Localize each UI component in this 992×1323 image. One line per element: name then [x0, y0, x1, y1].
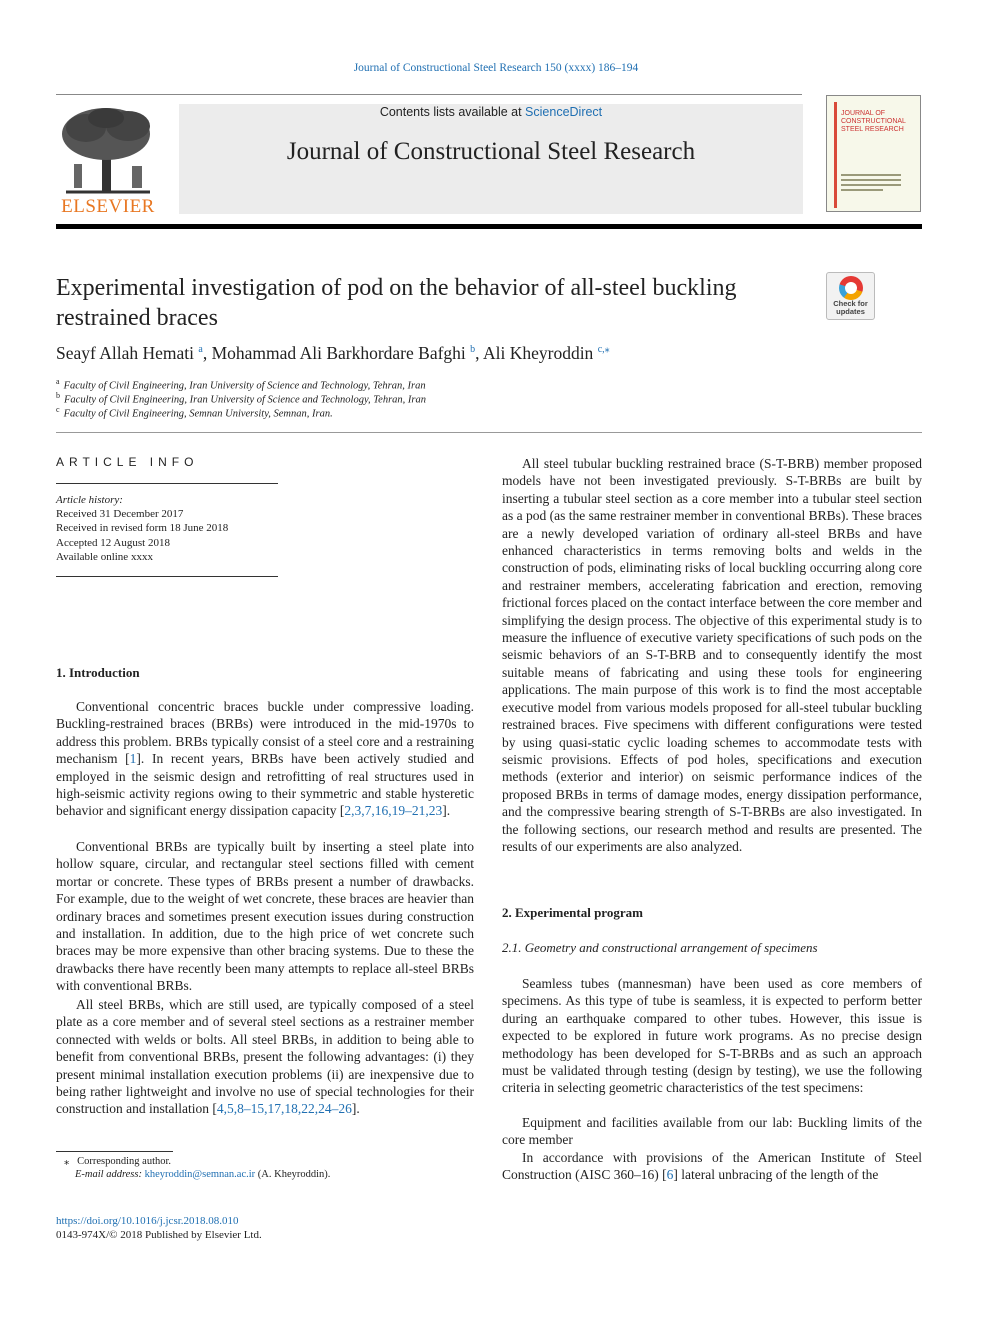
text-run: Equipment and facilities available from our lab: Buckling limits of the core member	[502, 1115, 922, 1148]
elsevier-wordmark: ELSEVIER	[61, 196, 155, 217]
section-heading-introduction: 1. Introduction	[56, 665, 140, 680]
section-heading-experimental-program: 2. Experimental program	[502, 905, 643, 920]
contents-prefix: Contents lists available at	[379, 105, 526, 119]
issn-copyright: 0143-974X/© 2018 Published by Elsevier Ltd.	[56, 1229, 262, 1241]
footnote-star: ⁎	[64, 1156, 70, 1167]
affiliation-label: b	[56, 391, 60, 400]
accepted-date: Accepted 12 August 2018	[56, 537, 170, 549]
footnote-divider	[56, 1151, 173, 1152]
article-info-rule-top	[56, 483, 278, 484]
corresponding-author-note	[64, 1155, 171, 1167]
cover-accent-bar	[834, 102, 837, 208]
affiliation-text: Faculty of Civil Engineering, Semnan University, Semnan, Iran.	[63, 408, 333, 420]
journal-title: Journal of Constructional Steel Research	[286, 138, 696, 165]
email-suffix: (A. Kheyroddin).	[255, 1169, 331, 1180]
article-info-rule-bottom	[56, 576, 278, 577]
text-run: In accordance with provisions of the American Institute of Steel Construction (AISC 360–16) [	[502, 1150, 922, 1183]
check-updates-label: Check for updates	[833, 299, 868, 316]
email-link[interactable]: kheyroddin@semnan.ac.ir	[144, 1169, 256, 1180]
affiliation-b	[56, 391, 426, 406]
email-label: E-mail address:	[75, 1169, 145, 1180]
affiliation-divider	[56, 432, 922, 433]
text-run: Conventional concentric braces buckle under compressive loading. Buckling-restrained braces (BRBs) were introduced in the mid-1970s to address this problem. BRBs typically consist of a steel core and a restraining mechanism [	[56, 699, 474, 767]
revised-date: Received in revised form 18 June 2018	[56, 522, 229, 534]
affiliation-c	[56, 405, 333, 420]
text-run: Conventional BRBs are typically built by inserting a steel plate into hollow square, circular, and rectangular steel sections filled with cement mortar or concrete. These types of BRBs present a number of drawbacks. For example, due to the weight of wet concrete, these braces are heavier than ordinary braces and sometimes present execution issues during construction and installation. In addition, due to the high price of wet concrete such braces may be more expensive than other bracing systems. Due to these the drawbacks there have recently been many attempts to replace all-steel BRBs with conventional BRBs.	[56, 839, 474, 994]
section2-paragraph-2	[502, 1114, 922, 1149]
cover-title: JOURNAL OF CONSTRUCTIONAL STEEL RESEARCH	[841, 110, 906, 133]
affiliation-text: Faculty of Civil Engineering, Iran University of Science and Technology, Tehran, Iran	[64, 394, 427, 406]
contents-availability	[179, 105, 803, 119]
citation-link[interactable]: 1	[129, 751, 137, 767]
header-divider	[56, 94, 802, 95]
intro-paragraph-1	[56, 698, 474, 820]
text-run: ] lateral unbracing of the length of the	[673, 1167, 879, 1183]
section2-paragraph-3	[502, 1149, 922, 1184]
author-affiliation-mark[interactable]: b	[470, 344, 476, 356]
intro-paragraph-3	[56, 996, 474, 1118]
author-name[interactable]: Ali Kheyroddin	[482, 343, 594, 363]
sciencedirect-link[interactable]: ScienceDirect	[525, 105, 603, 119]
journal-citation-link[interactable]: Journal of Constructional Steel Research 150 (xxxx) 186–194	[353, 62, 639, 74]
citation-link[interactable]: 6	[666, 1167, 674, 1183]
author-name[interactable]: Seayf Allah Hemati	[56, 343, 195, 363]
citation-link[interactable]: 4,5,8–15,17,18,22,24–26	[216, 1101, 352, 1117]
check-updates-icon	[839, 276, 863, 300]
text-run: ]. In recent years, BRBs have been actively studied and employed in the seismic design and retrofitting of real structures used in high-seismic activity regions owing to their symmetric and stable hysteretic behavior and significant energy dissipation capacity [	[56, 751, 474, 819]
corresponding-label: Corresponding author.	[77, 1156, 172, 1167]
section2-paragraph-1	[502, 975, 922, 1097]
received-date: Received 31 December 2017	[56, 508, 184, 520]
text-run: All steel tubular buckling restrained brace (S-T-BRB) member proposed models have not been investigated previously. S-T-BRBs are built by inserting a tubular steel section as a core member into a tubular steel section as a pod (as the same restrainer member in conventional BRBs). These braces are a newly developed variation of ordinary all-steel BRBs and have enhanced characteristics in terms removing bolts and welds in the construction of pods, eliminating risks of local buckling occurring along core and restrainer members, accelerating fabrication and erection, removing frictional forces placed on the contact interface between the core member and simplifying the design process. The objective of this experimental study is to measure the influence of executive variety specifications of such pods on the seismic behaviors of an S-T-BRB and to consequently identify the most suitable means of fabricating and using these tools for engineering applications. The main purpose of this work is to find the most acceptable executive model from various models proposed for all-steel tubular buckling restrained braces. Five specimens with different configurations were tested by using quasi-static cyclic loading schemes to accommodate tests with seismic provisions. Effects of pod holes, specifications and execution methods (exterior and interior) on seismic performance indices of the proposed BRBs in terms of damage modes, energy dissipation performance, and the compressive bearing strength of S-T-BRBs are also investigated. In the following sections, our research method and results are presented. The results of our experiments are also analyzed.	[502, 456, 922, 854]
online-date: Available online xxxx	[56, 551, 153, 563]
citation-link[interactable]: 2,3,7,16,19–21,23	[344, 803, 443, 819]
cover-text-lines	[841, 174, 901, 194]
journal-cover-thumbnail[interactable]	[826, 95, 921, 212]
intro-paragraph-4	[502, 455, 922, 855]
affiliation-label: a	[56, 377, 60, 386]
text-run: Seamless tubes (mannesman) have been used as core members of specimens. As this type of tube is seamless, it is expected to perform better during an earthquake compared to other tubes. However, this issue is expected to be explored in future work programs. As no precise design methodology has been developed for S-T-BRBs and as such an approach must be validated through testing (design by testing), we use the following criteria in selecting geometric characteristics of the test specimens:	[502, 976, 922, 1096]
author-affiliation-mark[interactable]: c,⁎	[597, 344, 610, 356]
header-thick-rule	[56, 224, 922, 229]
affiliation-a	[56, 377, 426, 392]
affiliation-text: Faculty of Civil Engineering, Iran University of Science and Technology, Tehran, Iran	[63, 380, 426, 392]
article-title: Experimental investigation of pod on the behavior of all-steel buckling restrained braces	[56, 275, 737, 331]
intro-paragraph-2	[56, 838, 474, 995]
email-note	[75, 1169, 330, 1180]
text-run: ].	[351, 1101, 360, 1117]
author-affiliation-mark[interactable]: a	[198, 344, 203, 356]
check-for-updates-button[interactable]	[826, 272, 875, 320]
article-history-label: Article history:	[56, 494, 123, 506]
subsection-heading-geometry: 2.1. Geometry and constructional arrangement of specimens	[502, 940, 818, 955]
article-info-heading: ARTICLE INFO	[56, 455, 199, 469]
author-name[interactable]: Mohammad Ali Barkhordare Bafghi	[211, 343, 466, 363]
doi-link[interactable]: https://doi.org/10.1016/j.jcsr.2018.08.010	[56, 1215, 239, 1227]
affiliation-label: c	[56, 405, 60, 414]
text-run: ].	[442, 803, 451, 819]
text-run: All steel BRBs, which are still used, are typically composed of a steel plate as a core member and of several steel sections as a restrainer member connected with welds or bolts. All steel BRBs, in addition to being able to benefit from conventional BRBs, present the following advantages: (i) they present minimal installation execution problems (ii) are inexpensive due to being rather lightweight and involve no use of special technologies for their construction and installation [	[56, 997, 474, 1117]
author-list: Seayf Allah Hemati $^a$, Mohammad Ali Barkhordare Bafghi $^b$, Ali Kheyroddin $^{c,⁎}$	[56, 343, 610, 363]
